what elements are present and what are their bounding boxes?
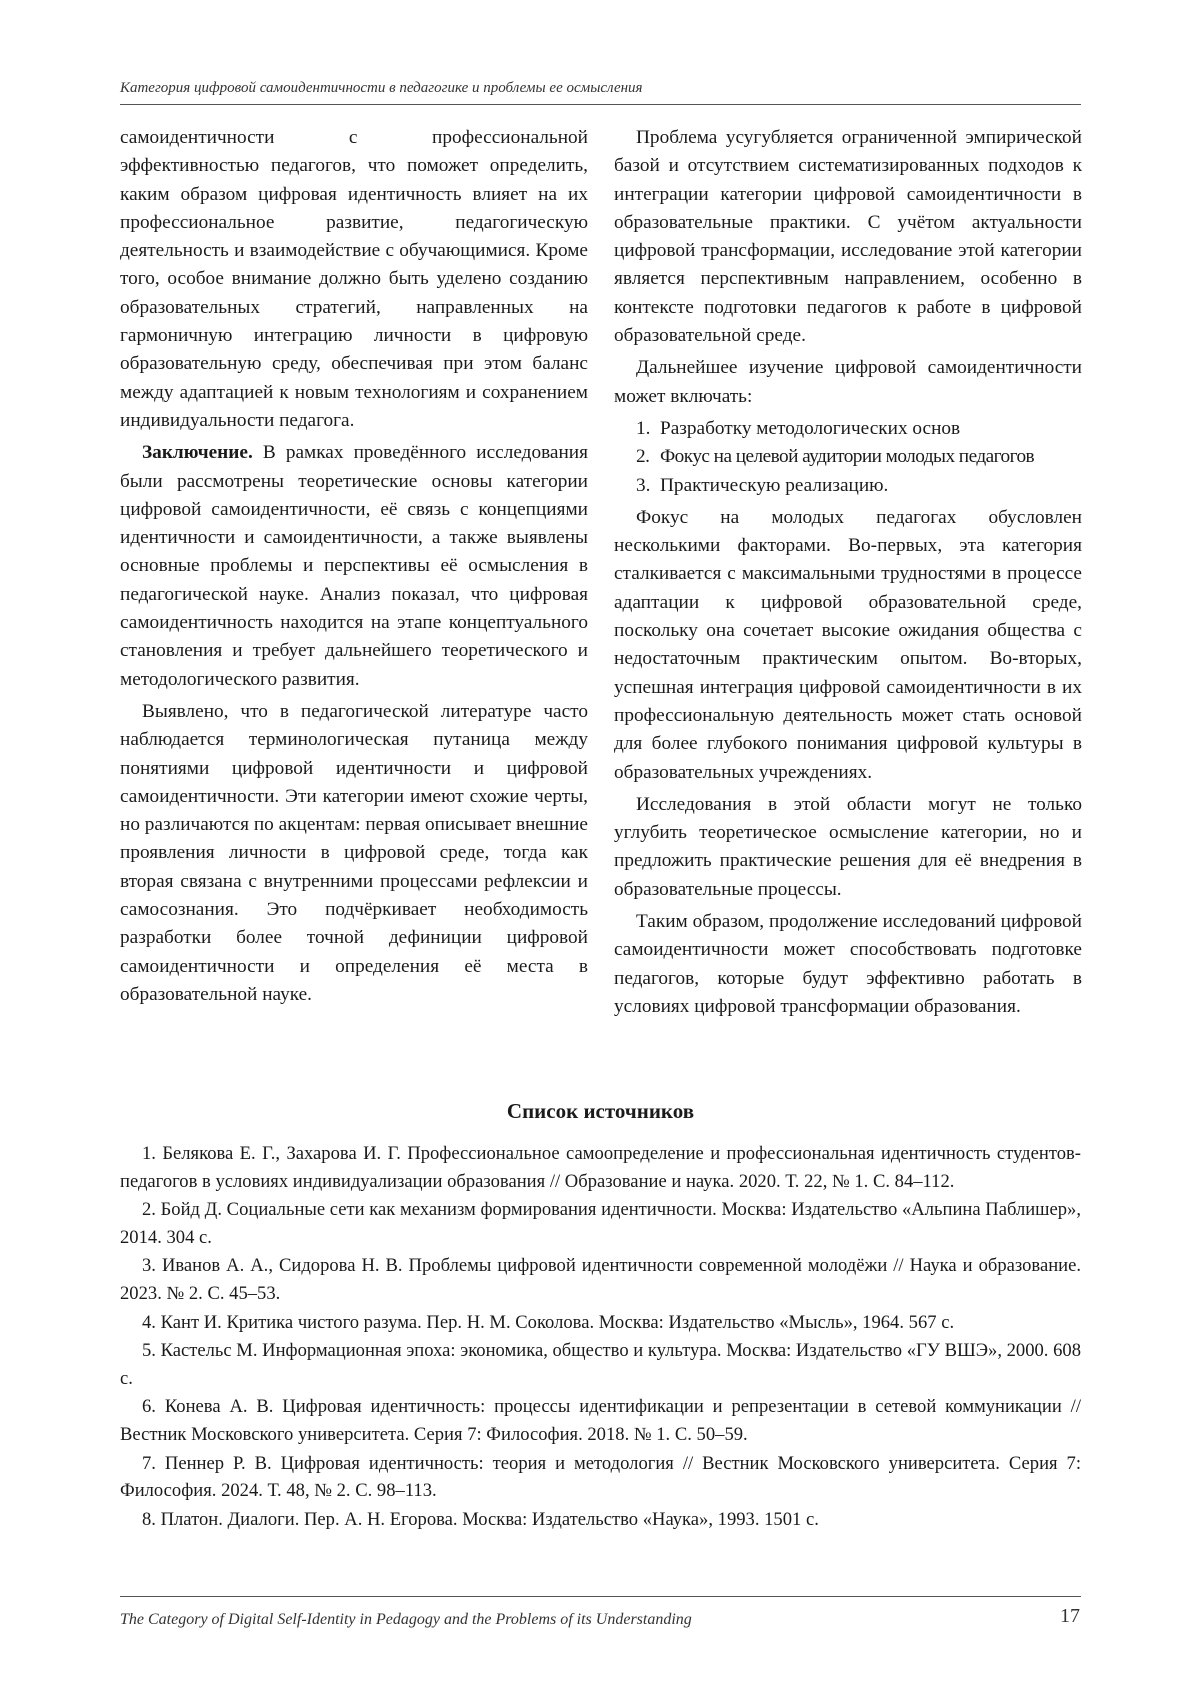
running-foot: The Category of Digital Self-Identity in Pedagogy and the Problems of its Understanding [120,1611,692,1628]
list-item-number: 1. [636,417,651,439]
list-item-text: Практическую реализацию. [660,474,889,496]
conclusion-paragraph [120,439,588,694]
left-column [120,124,588,1013]
reference-item: 7. Пеннер Р. В. Цифровая идентичность: теория и методология // Вестник Московского университета. Серия 7: Философия. 2024. Т. 48, № 2. С. 98–113. [120,1452,1081,1502]
conclusion-heading: Заключение. [142,442,253,464]
page-number: 17 [1060,1605,1080,1627]
running-head: Категория цифровой самоидентичности в педагогике и проблемы ее осмысления [120,80,643,96]
references-list [120,1140,1081,1534]
reference-item: 5. Кастельс М. Информационная эпоха: экономика, общество и культура. Москва: Издательство «ГУ ВШЭ», 2000. 608 с. [120,1340,1081,1389]
conclusion-text: В рамках проведённого исследования были рассмотрены теоретические основы категории цифровой самоидентичности, её связь с концепциями идентичности и самоидентичности, а также выявлены основные проблемы и перспективы её осмысления в педагогической науке. Анализ показал, что цифровая самоидентичность находится на этапе концептуального становления и требует дальнейшего теоретического и методологического развития. [120,442,588,690]
paragraph: Таким образом, продолжение исследований цифровой самоидентичности может способствовать подготовке педагогов, которые будут эффективно работать в условиях цифровой трансформации образования. [614,911,1082,1017]
paragraph: Дальнейшее изучение цифровой самоидентичности может включать: [614,357,1082,407]
reference-item: 1. Белякова Е. Г., Захарова И. Г. Профессиональное самоопределение и профессиональная идентичность студентов-педагогов в условиях индивидуализации образования // Образование и наука. 2020. Т. 22, № 1. С. 84–112. [120,1143,1081,1192]
list-item-number: 2. [636,446,650,468]
footer-rule [120,1596,1081,1597]
paragraph: Исследования в этой области могут не только углубить теоретическое осмысление категории, но и предложить практические решения для её внедрения в образовательные процессы. [614,793,1082,900]
list-item [614,415,1082,443]
reference-item: 3. Иванов А. А., Сидорова Н. В. Проблемы цифровой идентичности современной молодёжи // Наука и образование. 2023. № 2. С. 45–53. [120,1255,1081,1304]
reference-item: 2. Бойд Д. Социальные сети как механизм формирования идентичности. Москва: Издательство «Альпина Паблишер», 2014. 304 с. [120,1199,1081,1248]
list-item [614,472,1082,500]
reference-item: 4. Кант И. Критика чистого разума. Пер. Н. М. Соколова. Москва: Издательство «Мысль», 1964. 567 с. [142,1311,955,1333]
paragraph: Выявлено, что в педагогической литературе часто наблюдается терминологическая путаница между понятиями цифровой идентичности и цифровой самоидентичности. Эти категории имеют схожие черты, но различаются по акцентам: первая описывает внешние проявления личности в цифровой среде, тогда как вторая связана с внутренними процессами рефлексии и самосознания. Это подчёркивает необходимость разработки более точной дефиниции цифровой самоидентичности и определения её места в образовательной науке. [120,700,588,1005]
right-column [614,124,1082,1025]
numbered-list [614,415,1082,500]
list-item-number: 3. [636,474,651,496]
paragraph: самоидентичности с профессиональной эффективностью педагогов, что поможет определить, каким образом цифровая идентичность влияет на их профессиональное развитие, педагогическую деятельность и взаимодействие с обучающимися. Кроме того, особое внимание должно быть уделено созданию образовательных стратегий, направленных на гармоничную интеграцию личности в цифровую образовательную среду, обеспечивая при этом баланс между адаптацией к новым технологиям и сохранением индивидуальности педагога. [120,127,588,431]
list-item [614,443,1082,471]
references-title: Список источников [506,1099,695,1123]
reference-item: 6. Конева А. В. Цифровая идентичность: процессы идентификации и репрезентации в сетевой коммуникации // Вестник Московского университета. Серия 7: Философия. 2018. № 1. С. 50–59. [120,1396,1081,1445]
reference-item: 8. Платон. Диалоги. Пер. А. Н. Егорова. Москва: Издательство «Наука», 1993. 1501 с. [142,1508,819,1530]
paragraph: Фокус на молодых педагогах обусловлен несколькими факторами. Во-первых, эта категория сталкивается с максимальными трудностями в процессе адаптации к цифровой образовательной среде, поскольку она сочетает высокие ожидания общества с недостаточным практическим опытом. Во-вторых, успешная интеграция цифровой самоидентичности в их профессиональную деятельность может стать основой для более глубокого понимания цифровой культуры в образовательных учреждениях. [614,506,1082,783]
paragraph: Проблема усугубляется ограниченной эмпирической базой и отсутствием систематизированных подходов к интеграции категории цифровой самоидентичности в образовательные практики. С учётом актуальности цифровой трансформации, исследование этой категории является перспективным направлением, особенно в контексте подготовки педагогов к работе в цифровой образовательной среде. [614,127,1082,347]
header-rule [120,104,1081,105]
list-item-text: Разработку методологических основ [660,417,961,439]
list-item-text: Фокус на целевой аудитории молодых педагогов [660,446,1035,468]
body-columns [120,124,1081,1074]
